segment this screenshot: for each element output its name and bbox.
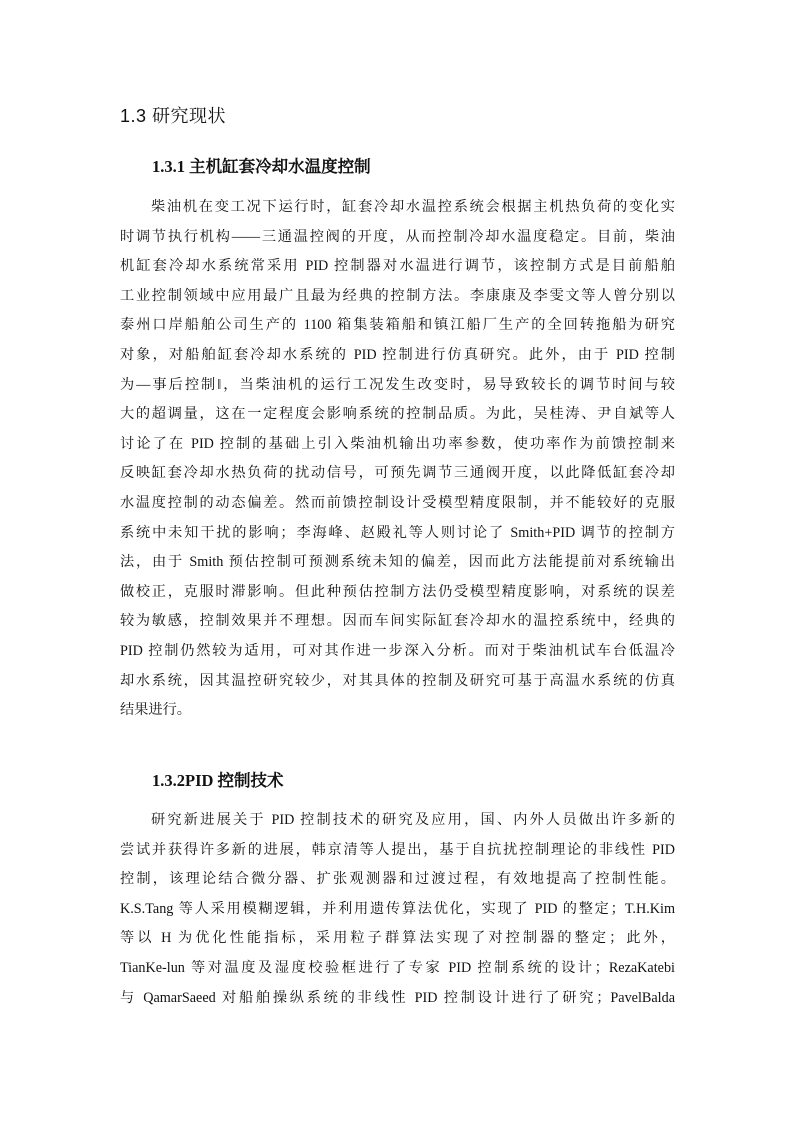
text-line: 结果进行。 <box>120 702 191 719</box>
text-line: 水温度控制的动态偏差。然而前馈控制设计受模型精度限制，并不能较好的克服 <box>120 494 675 511</box>
text-line: 机缸套冷却水系统常采用 PID 控制器对水温进行调节，该控制方式是目前船舶 <box>120 258 675 275</box>
text-line: 等以 H 为优化性能指标，采用粒子群算法实现了对控制器的整定；此外， <box>120 930 675 947</box>
text-line: PID 控制仍然较为适用，可对其作进一步深入分析。而对于柴油机试车台低温冷 <box>120 642 675 659</box>
text-line: 对象，对船舶缸套冷却水系统的 PID 控制进行仿真研究。此外，由于 PID 控制 <box>120 346 675 363</box>
text-line: 大的超调量，这在一定程度会影响系统的控制品质。为此，吴桂涛、尹自斌等人 <box>120 406 675 423</box>
text-line: TianKe-lun 等对温度及湿度校验框进行了专家 PID 控制系统的设计；RezaKatebi <box>120 959 675 976</box>
text-line: 却水系统，因其温控研究较少，对其具体的控制及研究可基于高温水系统的仿真 <box>120 672 675 689</box>
text-line: 泰州口岸船舶公司生产的 1100 箱集装箱船和镇江船厂生产的全回转拖船为研究 <box>120 317 675 334</box>
text-line: 系统中未知干扰的影响；李海峰、赵殿礼等人则讨论了 Smith+PID 调节的控制方 <box>120 524 675 541</box>
text-line: 为—事后控制‖，当柴油机的运行工况发生改变时，易导致较长的调节时间与较 <box>120 376 675 393</box>
text-line: 控制，该理论结合微分器、扩张观测器和过渡过程，有效地提高了控制性能。 <box>120 871 675 888</box>
text-line: 尝试并获得许多新的进展，韩京清等人提出，基于自抗扰控制理论的非线性 PID <box>120 841 675 858</box>
text-line: 做校正，克服时滞影响。但此种预估控制方法仍受模型精度影响，对系统的误差 <box>120 583 675 600</box>
section-heading: 1.3 研究现状 <box>120 106 227 126</box>
text-line: 研究新进展关于 PID 控制技术的研究及应用，国、内外人员做出许多新的 <box>151 812 675 828</box>
text-line: 柴油机在变工况下运行时，缸套冷却水温控系统会根据主机热负荷的变化实 <box>151 199 675 215</box>
text-line: 反映缸套冷却水热负荷的扰动信号，可预先调节三通阀开度，以此降低缸套冷却 <box>120 465 675 482</box>
subsection-heading-cooling-water: 1.3.1 主机缸套冷却水温度控制 <box>152 157 371 176</box>
text-line: 工业控制领域中应用最广且最为经典的控制方法。李康康及李雯文等人曾分别以 <box>120 287 675 304</box>
text-line: K.S.Tang 等人采用模糊逻辑，并利用遗传算法优化，实现了 PID 的整定；T.H.Kim <box>120 900 675 917</box>
subsection-heading-pid-control: 1.3.2PID 控制技术 <box>152 771 284 790</box>
text-line: 与 QamarSaeed 对船舶操纵系统的非线性 PID 控制设计进行了研究；PavelBalda <box>120 989 675 1006</box>
paragraph-cooling-water-control <box>120 193 675 726</box>
text-line: 时调节执行机构——三通温控阀的开度，从而控制冷却水温度稳定。目前，柴油 <box>120 228 675 245</box>
text-line: 法，由于 Smith 预估控制可预测系统未知的偏差，因而此方法能提前对系统输出 <box>120 554 675 571</box>
text-line: 较为敏感，控制效果并不理想。因而车间实际缸套冷却水的温控系统中，经典的 <box>120 613 675 630</box>
paragraph-pid-control-technology <box>120 806 675 1013</box>
text-line: 讨论了在 PID 控制的基础上引入柴油机输出功率参数，使功率作为前馈控制来 <box>120 435 675 452</box>
